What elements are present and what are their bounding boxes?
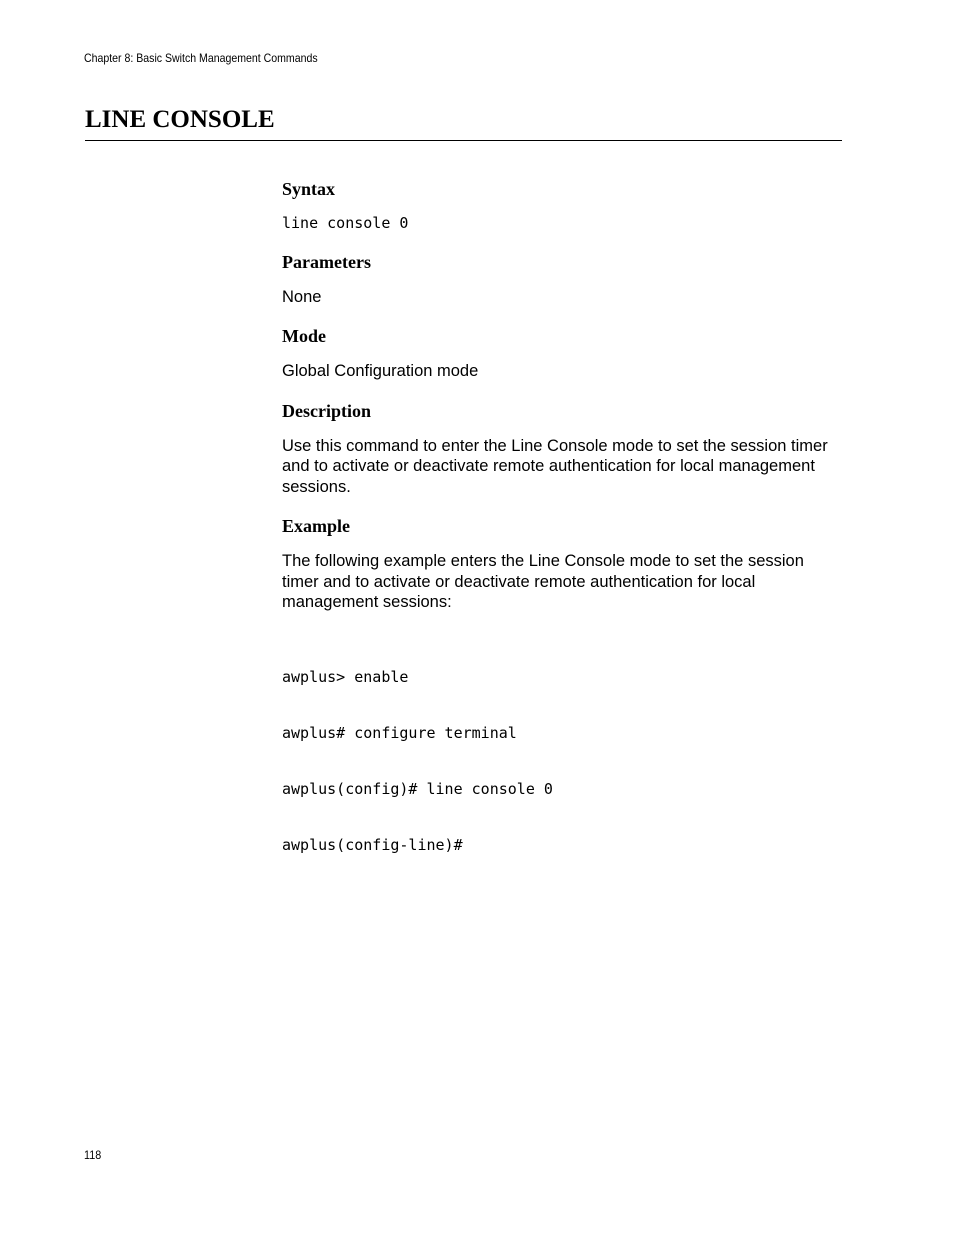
example-code-line: awplus# configure terminal bbox=[282, 724, 517, 743]
page-title: LINE CONSOLE bbox=[85, 106, 275, 133]
page-number: 118 bbox=[84, 1148, 102, 1162]
description-heading: Description bbox=[282, 400, 371, 421]
parameters-section bbox=[282, 251, 842, 308]
example-code-line: awplus> enable bbox=[282, 668, 409, 687]
mode-text: Global Configuration mode bbox=[282, 362, 479, 381]
mode-section bbox=[282, 325, 842, 382]
example-code-line: awplus(config-line)# bbox=[282, 836, 463, 855]
parameters-text: None bbox=[282, 287, 322, 306]
mode-heading: Mode bbox=[282, 326, 326, 347]
command-reference bbox=[282, 178, 842, 911]
syntax-heading: Syntax bbox=[282, 179, 336, 199]
description-section bbox=[282, 400, 842, 498]
parameters-heading: Parameters bbox=[282, 251, 371, 272]
description-text: Use this command to enter the Line Console mode to set the session timer and to activate or deactivate remote authentication for local management sessions. bbox=[282, 436, 828, 496]
example-code-line: awplus(config)# line console 0 bbox=[282, 780, 553, 799]
example-text: The following example enters the Line Console mode to set the session timer and to activate or deactivate remote authentication for local management sessions: bbox=[282, 552, 804, 612]
syntax-code: line console 0 bbox=[282, 214, 409, 232]
title-divider bbox=[85, 140, 842, 141]
example-section bbox=[282, 515, 842, 892]
running-header: Chapter 8: Basic Switch Management Commands bbox=[84, 51, 318, 65]
example-heading: Example bbox=[282, 516, 351, 537]
example-code-block bbox=[282, 631, 842, 893]
syntax-section bbox=[282, 178, 842, 233]
